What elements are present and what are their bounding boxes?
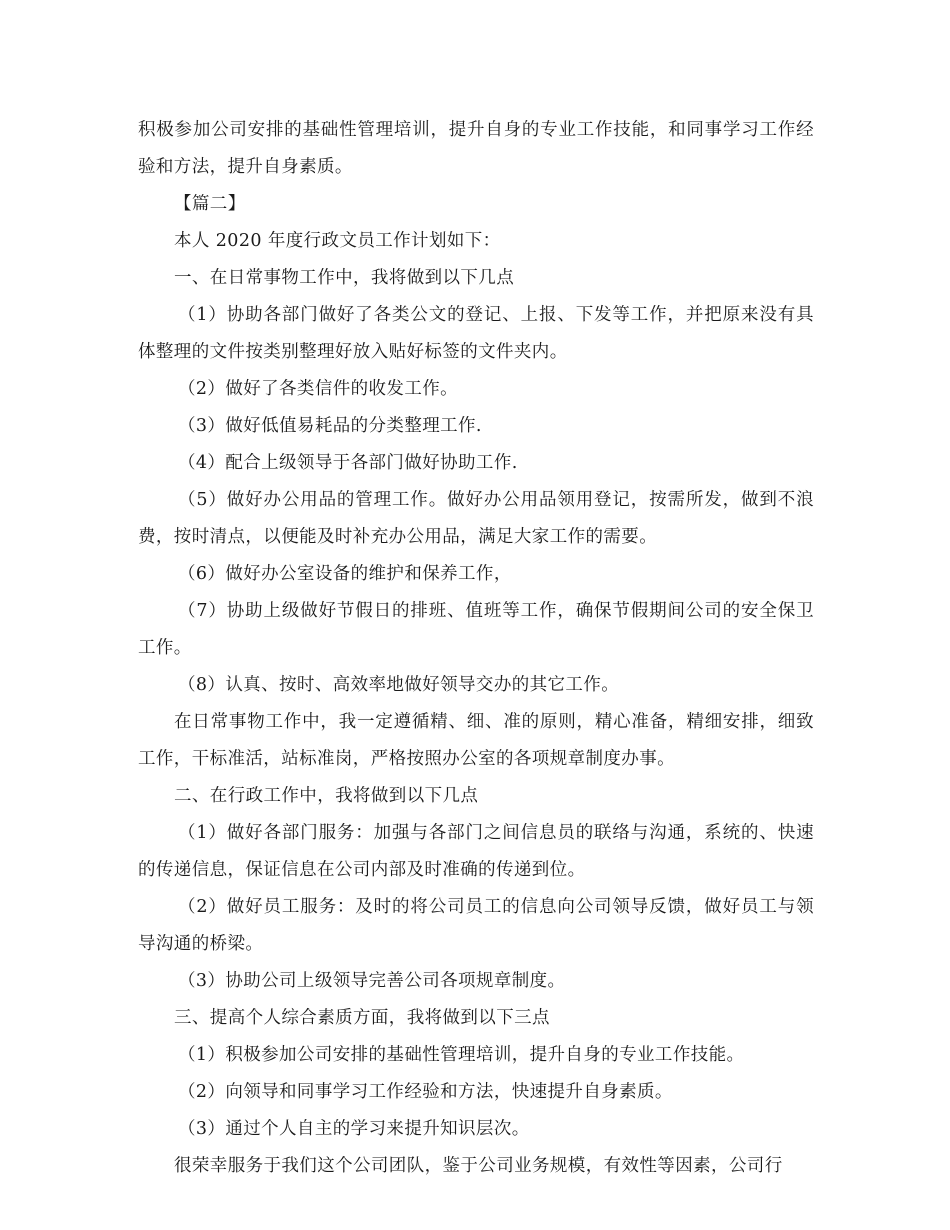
list-item: （3）做好低值易耗品的分类整理工作. <box>178 416 482 436</box>
list-item: （4）配合上级领导于各部门做好协助工作. <box>178 453 518 473</box>
paragraph-summary: 在日常事物工作中，我一定遵循精、细、准的原则，精心准备，精细安排，细致工作，干标准活，站标准岗，严格按照办公室的各项规章制度办事。 <box>138 712 814 769</box>
list-item: （5）做好办公用品的管理工作。做好办公用品领用登记，按需所发，做到不浪费，按时清点，以便能及时补充办公用品，满足大家工作的需要。 <box>138 490 814 547</box>
document-body <box>138 112 814 1185</box>
list-item: （2）做好员工服务：及时的将公司员工的信息向公司领导反馈，做好员工与领导沟通的桥梁。 <box>138 897 814 954</box>
list-item: （3）协助公司上级领导完善公司各项规章制度。 <box>178 971 566 991</box>
list-item: （1）积极参加公司安排的基础性管理培训，提升自身的专业工作技能。 <box>178 1045 745 1065</box>
subsection-heading-admin-work: 二、在行政工作中，我将做到以下几点 <box>174 786 479 806</box>
list-item: （2）向领导和同事学习工作经验和方法，快速提升自身素质。 <box>178 1082 673 1102</box>
list-item: （1）协助各部门做好了各类公文的登记、上报、下发等工作，并把原来没有具体整理的文件按类别整理好放入贴好标签的文件夹内。 <box>138 305 814 362</box>
subsection-heading-personal-quality: 三、提高个人综合素质方面，我将做到以下三点 <box>174 1008 550 1028</box>
paragraph-continuation: 积极参加公司安排的基础性管理培训，提升自身的专业工作技能，和同事学习工作经验和方法，提升自身素质。 <box>138 120 814 177</box>
paragraph-intro: 本人 2020 年度行政文员工作计划如下： <box>174 231 501 251</box>
paragraph-closing: 很荣幸服务于我们这个公司团队，鉴于公司业务规模，有效性等因素，公司行 <box>174 1156 783 1176</box>
list-item: （2）做好了各类信件的收发工作。 <box>178 379 459 399</box>
list-item: （8）认真、按时、高效率地做好领导交办的其它工作。 <box>178 675 620 695</box>
list-item: （7）协助上级做好节假日的排班、值班等工作，确保节假期间公司的安全保卫工作。 <box>138 601 814 658</box>
section-heading: 【篇二】 <box>174 194 246 214</box>
list-item: （3）通过个人自主的学习来提升知识层次。 <box>178 1119 530 1139</box>
subsection-heading-daily-work: 一、在日常事物工作中，我将做到以下几点 <box>174 268 515 288</box>
list-item: （1）做好各部门服务：加强与各部门之间信息员的联络与沟通，系统的、快速的传递信息，保证信息在公司内部及时准确的传递到位。 <box>138 823 814 880</box>
list-item: （6）做好办公室设备的维护和保养工作， <box>178 564 512 584</box>
